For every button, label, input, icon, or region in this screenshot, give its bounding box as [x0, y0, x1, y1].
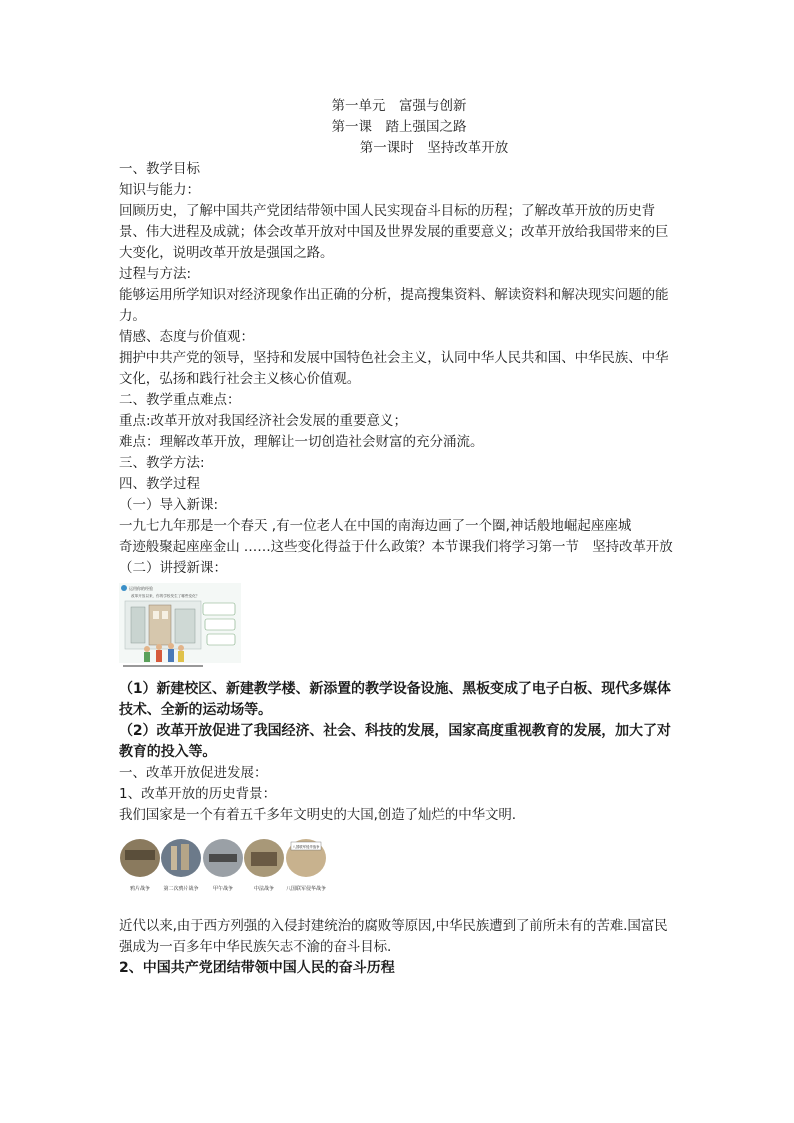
section-heading-process: 四、教学过程: [119, 476, 200, 492]
figure1-question: 改革开放以来，你的学校发生了哪些变化？: [131, 594, 200, 598]
process-label: 过程与方法:: [119, 266, 192, 282]
wars-images: [119, 836, 327, 902]
document-page: [119, 96, 679, 979]
war-label-4: 中法战争: [253, 886, 275, 892]
modern-wars-image-strip: [119, 836, 327, 902]
figure2-banner: 八国联军侵华战争: [292, 845, 320, 849]
war-label-1: 鸦片战争: [129, 886, 151, 892]
section-heading-key-points: 二、教学重点难点：: [119, 392, 241, 408]
background-text: 我们国家是一个有着五千多年文明史的大国,创造了灿烂的中华文明.: [119, 807, 516, 823]
reform-heading: 一、改革开放促进发展：: [119, 765, 268, 781]
intro-line-2: 奇迹般聚起座座金山 ……这些变化得益于什么政策？本节课我们将学习第一节 坚持改革开放: [119, 539, 673, 555]
teach-heading: （二）讲授新课：: [119, 560, 227, 576]
war-label-5: 八国联军侵华战争: [285, 886, 327, 892]
party-heading: 2、中国共产党团结带领中国人民的奋斗历程: [119, 960, 395, 976]
unit-title: 第一单元 富强与创新: [331, 98, 467, 114]
emotion-label: 情感、态度与价值观：: [119, 329, 254, 345]
difficult-point: 难点：理解改革开放，理解让一切创造社会财富的充分涌流。: [119, 434, 484, 450]
knowledge-text: 回顾历史，了解中国共产党团结带领中国人民实现奋斗目标的历程；了解改革开放的历史背景、伟大进程及成就；体会改革开放对中国及世界发展的重要意义；改革开放给我国带来的巨大变化，说明改革开放是强国之路。: [119, 203, 669, 261]
intro-heading: （一）导入新课:: [119, 497, 219, 513]
modern-history-text: 近代以来,由于西方列强的入侵封建统治的腐败等原因,中华民族遭到了前所未有的苦难.国富民强成为一百多年中华民族矢志不渝的奋斗目标.: [119, 918, 668, 955]
intro-line-1: 一九七九年那是一个春天 ,有一位老人在中国的南海边画了一个圈,神话般地崛起座座城: [119, 518, 632, 534]
war-label-2: 第二次鸦片战争: [163, 886, 199, 892]
section-heading-methods: 三、教学方法:: [119, 455, 205, 471]
war-label-3: 甲午战争: [212, 886, 234, 892]
process-text: 能够运用所学知识对经济现象作出正确的分析，提高搜集资料、解读资料和解决现实问题的能力。: [119, 287, 669, 324]
lesson-title: 第一课 踏上强国之路: [331, 119, 467, 135]
bold-point-1: （1）新建校区、新建教学楼、新添置的教学设备设施、黑板变成了电子白板、现代多媒体技术、全新的运动场等。: [119, 681, 671, 718]
knowledge-label: 知识与能力：: [119, 182, 200, 198]
bold-point-2: （2）改革开放促进了我国经济、社会、科技的发展，国家高度重视教育的发展，加大了对教育的投入等。: [119, 723, 671, 760]
school-scene-image: [119, 583, 241, 671]
section-heading-objectives: 一、教学目标: [119, 161, 200, 177]
school-change-illustration: [119, 583, 241, 671]
period-title: 第一课时 坚持改革开放: [359, 140, 509, 156]
emotion-text: 拥护中共产党的领导，坚持和发展中国特色社会主义，认同中华人民共和国、中华民族、中华文化，弘扬和践行社会主义核心价值观。: [119, 350, 669, 387]
key-point: 重点:改革开放对我国经济社会发展的重要意义；: [119, 413, 408, 429]
background-heading: 1、改革开放的历史背景：: [119, 786, 277, 802]
figure1-header: 运用你的经验: [129, 586, 153, 591]
